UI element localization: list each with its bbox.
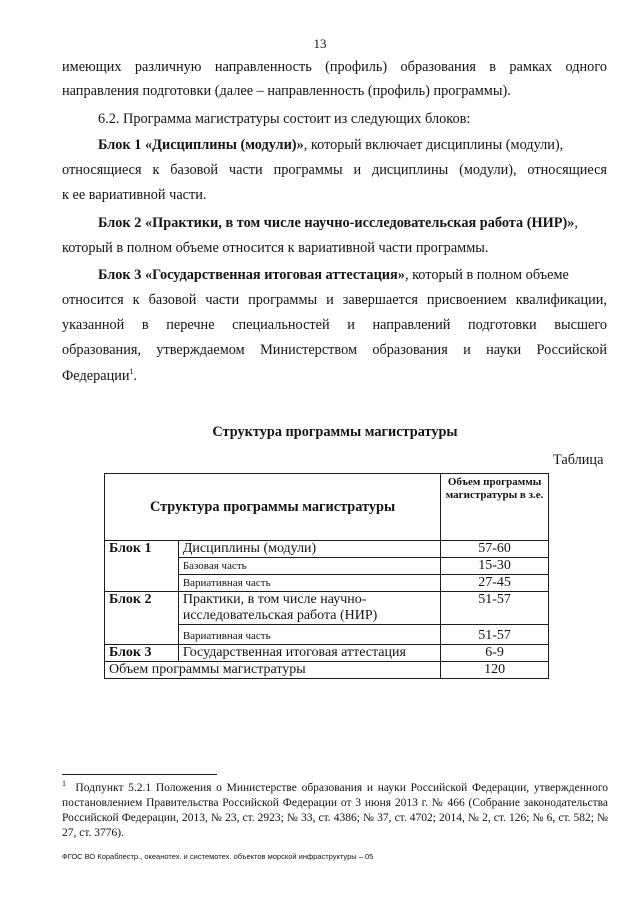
block-3-tail: , который в полном объеме xyxy=(404,267,569,283)
footnote-separator xyxy=(62,774,217,775)
body-line-3: 6.2. Программа магистратуры состоит из следующих блоков: xyxy=(98,111,471,127)
block-1-tail: , который включает дисциплины (модули), xyxy=(303,137,564,153)
block-3-title-cell: Государственная итоговая аттестация xyxy=(178,645,440,662)
block-3-total: 6-9 xyxy=(441,645,549,662)
block-1-base: Базовая часть xyxy=(178,558,440,575)
body-line-10: относится к базовой части программы и завершается присвоением квалификации, xyxy=(62,292,607,308)
block-2-tail: , xyxy=(574,215,578,231)
table-row xyxy=(105,575,549,592)
block-1-var: Вариативная часть xyxy=(178,575,440,592)
page-number: 13 xyxy=(313,36,327,51)
body-line-12: образования, утверждаемом Министерством образования и науки Российской xyxy=(62,342,607,358)
block-1-total: 57-60 xyxy=(441,541,549,558)
block-1-base-value: 15-30 xyxy=(441,558,549,575)
total-label: Объем программы магистратуры xyxy=(105,662,441,679)
empty-cell xyxy=(105,558,179,575)
block-2-var-value: 51-57 xyxy=(441,625,549,645)
period: . xyxy=(133,368,138,384)
table-row xyxy=(105,662,549,679)
body-line-5: относящиеся к базовой части программы и дисциплины (модули), относящиеся xyxy=(62,162,607,178)
body-line-13 xyxy=(62,367,607,385)
program-structure-table xyxy=(104,473,549,679)
block-1-title-cell: Дисциплины (модули) xyxy=(178,541,440,558)
footnote-text: Подпункт 5.2.1 Положения о Министерстве образования и науки Российской Федерации, утвержденного постановлением Правительства Российской Федерации от 3 июня 2013 г. № 466 (Собрание законодательства Российской Федерации, 2013, № 23, ст. 2923; № 33, ст. 4386; № 37, ст. 4702; 2014, № 2, ст. 126; № 6, ст. 582; № 27, ст. 3776). xyxy=(62,782,608,839)
body-line-6: к ее вариативной части. xyxy=(62,187,207,203)
empty-cell xyxy=(105,575,179,592)
footnote xyxy=(62,781,608,841)
block-3-name: Блок 3 xyxy=(105,645,179,662)
table-title: Структура программы магистратуры xyxy=(212,424,458,440)
footnote-mark: 1 xyxy=(62,779,66,789)
block-2-title-cell: Практики, в том числе научно-исследовательская работа (НИР) xyxy=(178,592,440,625)
block-1-var-value: 27-45 xyxy=(441,575,549,592)
block-2-name: Блок 2 xyxy=(105,592,179,625)
table-header-row xyxy=(105,474,549,541)
body-line-11: указанной в перечне специальностей и направлений подготовки высшего xyxy=(62,317,607,333)
block-2-total: 51-57 xyxy=(441,592,549,625)
body-line-1: имеющих различную направленность (профиль) образования в рамках одного xyxy=(62,59,607,75)
page-footer: ФГОС ВО Кораблестр., океанотех. и системотех. объектов морской инфраструктуры – 05 xyxy=(62,852,374,861)
table-row xyxy=(105,645,549,662)
block-1-line xyxy=(98,136,607,154)
header-volume: Объем программы магистратуры в з.е. xyxy=(441,474,549,541)
table-row xyxy=(105,558,549,575)
block-3-line xyxy=(98,266,607,284)
table-row xyxy=(105,592,549,625)
federation-word: Федерации xyxy=(62,368,130,384)
table-label: Таблица xyxy=(553,452,604,468)
block-2-title: Блок 2 «Практики, в том числе научно-исследовательская работа (НИР)» xyxy=(98,215,575,231)
table-row xyxy=(105,541,549,558)
table-row xyxy=(105,625,549,645)
block-2-var: Вариативная часть xyxy=(178,625,440,645)
block-1-name: Блок 1 xyxy=(105,541,179,558)
empty-cell xyxy=(105,625,179,645)
block-1-title: Блок 1 «Дисциплины (модули)» xyxy=(98,137,304,153)
total-value: 120 xyxy=(441,662,549,679)
header-structure: Структура программы магистратуры xyxy=(105,474,441,541)
body-line-2: направления подготовки (далее – направленность (профиль) программы). xyxy=(62,83,511,99)
block-2-line xyxy=(98,214,607,232)
footnote-ref: 1 xyxy=(129,367,134,377)
body-line-8: который в полном объеме относится к вариативной части программы. xyxy=(62,240,489,256)
block-3-title: Блок 3 «Государственная итоговая аттестация» xyxy=(98,267,405,283)
